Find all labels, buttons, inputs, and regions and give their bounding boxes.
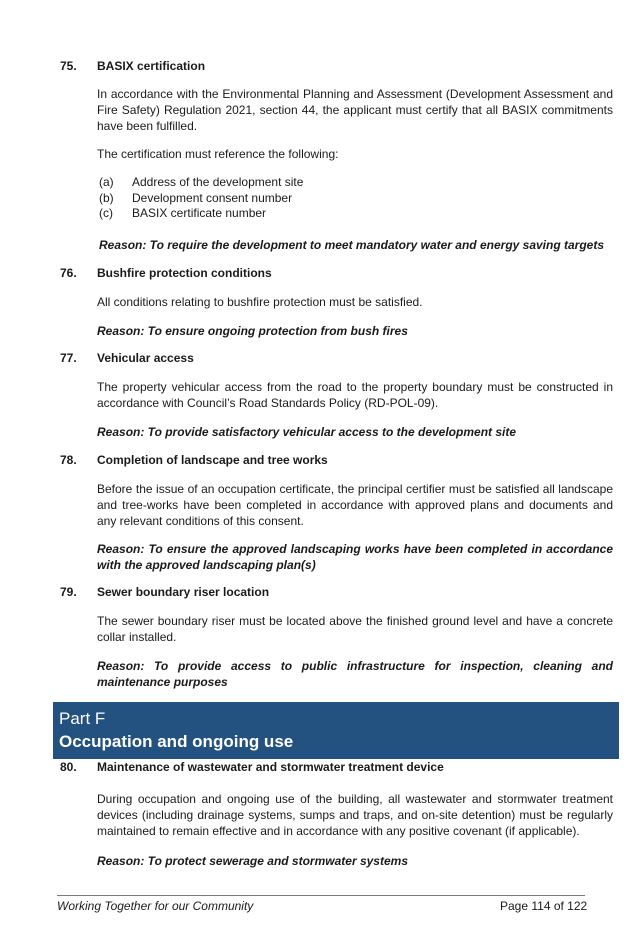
footer-divider — [57, 895, 585, 896]
condition-paragraph: During occupation and ongoing use of the building, all wastewater and stormwater treatment devices (including drainage systems, sumps and traps, and on-site detention) must be regularly maintained to remain effective and in accordance with any positive covenant (if applicable). — [97, 792, 613, 838]
condition-reason: Reason: To ensure ongoing protection from bush fires — [97, 324, 408, 338]
page-number: Page 114 of 122 — [500, 899, 588, 913]
footer-slogan: Working Together for our Community — [57, 899, 254, 913]
condition-number: 76. — [60, 266, 77, 280]
condition-title: Vehicular access — [97, 351, 194, 365]
list-item-text: Development consent number — [132, 191, 293, 205]
list-item-letter: (b) — [99, 191, 114, 205]
list-item — [0, 206, 641, 222]
list-item — [0, 175, 641, 191]
condition-title: Bushfire protection conditions — [97, 266, 272, 280]
part-banner — [53, 702, 619, 759]
condition-paragraph: The certification must reference the following: — [97, 147, 339, 161]
part-title: Occupation and ongoing use — [59, 732, 294, 751]
list-item — [0, 191, 641, 207]
condition-title: Completion of landscape and tree works — [97, 453, 328, 467]
list-item-text: Address of the development site — [132, 175, 304, 189]
condition-number: 75. — [60, 59, 77, 73]
condition-number: 78. — [60, 453, 77, 467]
condition-title: Sewer boundary riser location — [97, 585, 270, 599]
condition-reason: Reason: To provide access to public infrastructure for inspection, cleaning and maintenance purposes — [97, 659, 613, 689]
list-item-text: BASIX certificate number — [132, 206, 267, 220]
condition-paragraph: All conditions relating to bushfire protection must be satisfied. — [97, 295, 423, 309]
condition-number: 77. — [60, 351, 77, 365]
condition-paragraph: The property vehicular access from the road to the property boundary must be constructed in accordance with Council’s Road Standards Policy (RD-POL-09). — [97, 380, 613, 410]
condition-reason: Reason: To provide satisfactory vehicular access to the development site — [97, 425, 517, 439]
condition-number: 79. — [60, 585, 77, 599]
condition-paragraph: The sewer boundary riser must be located above the finished ground level and have a concrete collar installed. — [97, 614, 613, 644]
list-item-letter: (c) — [99, 206, 113, 220]
condition-title: Maintenance of wastewater and stormwater treatment device — [97, 760, 444, 774]
part-label: Part F — [59, 709, 106, 728]
condition-reason: Reason: To ensure the approved landscaping works have been completed in accordance with the approved landscaping plan(s) — [97, 542, 613, 572]
list-item-letter: (a) — [99, 175, 114, 189]
condition-reason: Reason: To protect sewerage and stormwater systems — [97, 854, 408, 868]
condition-paragraph: In accordance with the Environmental Planning and Assessment (Development Assessment and Fire Safety) Regulation 2021, section 44, the applicant must certify that all BASIX commitments have been fulfilled. — [97, 87, 613, 133]
condition-title: BASIX certification — [97, 59, 206, 73]
condition-reason: Reason: To require the development to meet mandatory water and energy saving targets — [99, 238, 605, 252]
condition-paragraph: Before the issue of an occupation certificate, the principal certifier must be satisfied all landscape and tree-works have been completed in accordance with approved plans and documents and any relevant conditions of this consent. — [97, 482, 613, 528]
condition-number: 80. — [60, 760, 77, 774]
